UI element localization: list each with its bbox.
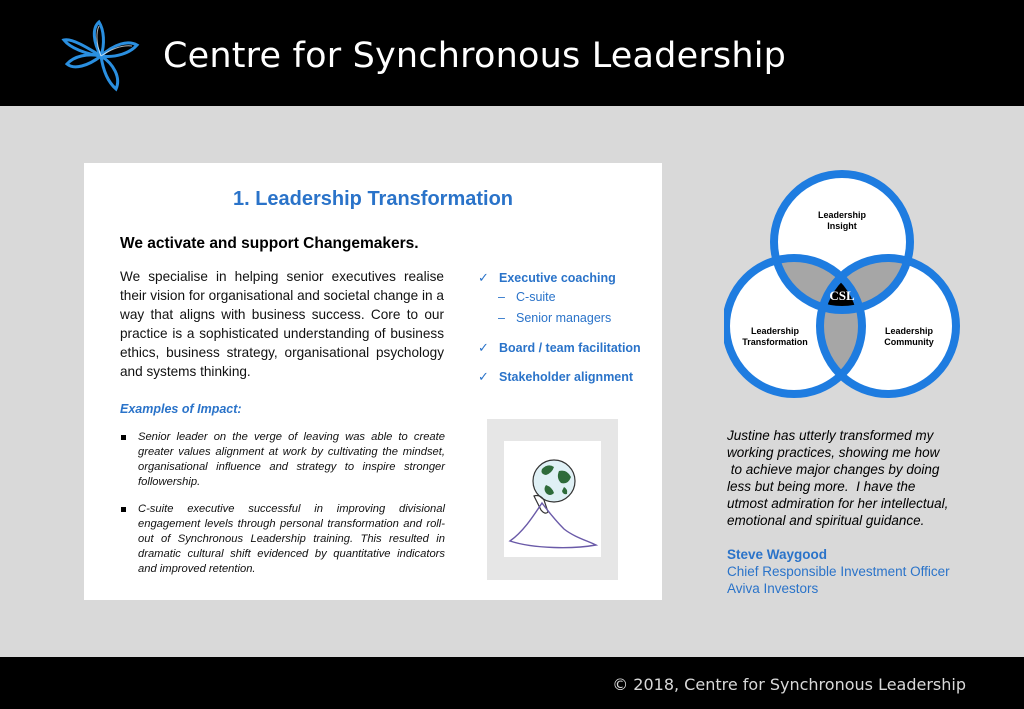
intro-paragraph: We specialise in helping senior executives realise their vision for organisational and societal change in a way that aligns with business success. Core to our practice is a sophisticated understanding of business ethics, business strategy, organisational psychology and systems thinking. <box>120 269 444 379</box>
quote-line: utmost admiration for her intellectual, <box>727 496 949 511</box>
impact-text: Senior leader on the verge of leaving was able to create greater values alignment at work by cultivating the mindset, organisational influence and strategy to inspire stronger followership. <box>138 431 445 488</box>
venn-diagram <box>724 170 960 402</box>
venn-label-community: Leadership Community <box>884 326 934 347</box>
globe-on-mountain-icon <box>504 441 601 557</box>
person-role: Chief Responsible Investment Officer <box>727 564 950 579</box>
testimonial-attribution <box>727 546 950 597</box>
illustration-frame <box>487 419 618 580</box>
impact-text: C-suite executive successful in improving divisional engagement levels through personal transformation and roll-out of Synchronous Leadership training. This resulted in dramatic cultural shift evidenced by quantitative indicators and improved retention. <box>138 503 445 575</box>
illustration <box>504 441 601 557</box>
quote-line: to achieve major changes by doing <box>727 462 940 477</box>
bullet-icon <box>121 507 126 512</box>
venn-label-transformation: Leadership Transformation <box>742 326 808 347</box>
section-title: 1. Leadership Transformation <box>232 188 514 210</box>
tagline: We activate and support Changemakers. <box>120 235 419 252</box>
flower-icon <box>58 18 144 94</box>
site-footer <box>0 657 1024 709</box>
service-subitem <box>478 290 658 311</box>
site-header <box>0 0 1024 106</box>
dash-icon: – <box>498 311 505 325</box>
impact-item <box>120 430 445 490</box>
venn-label-insight: Leadership Insight <box>817 210 866 231</box>
bullet-icon <box>121 435 126 440</box>
person-name: Steve Waygood <box>727 547 828 562</box>
checkmark-icon: ✓ <box>478 270 489 285</box>
subitem-label: Senior managers <box>516 311 612 325</box>
services-list <box>478 270 658 389</box>
impact-heading: Examples of Impact: <box>120 402 242 416</box>
dash-icon: – <box>498 290 505 304</box>
content-card <box>84 163 662 600</box>
site-title: Centre for Synchronous Leadership <box>163 36 787 76</box>
checkmark-icon: ✓ <box>478 369 489 384</box>
service-item <box>478 340 658 369</box>
subitem-label: C-suite <box>516 290 556 304</box>
quote-line: less but being more. I have the <box>727 479 916 494</box>
quote-line: Justine has utterly transformed my <box>727 428 934 443</box>
venn-svg <box>724 170 960 402</box>
checkmark-icon: ✓ <box>478 340 489 355</box>
copyright: © 2018, Centre for Synchronous Leadership <box>612 675 966 694</box>
center-label: CSL <box>829 288 855 303</box>
service-subitem <box>478 311 658 340</box>
service-label: Stakeholder alignment <box>499 370 634 384</box>
service-item <box>478 270 658 290</box>
quote-line: emotional and spiritual guidance. <box>727 513 925 528</box>
person-company: Aviva Investors <box>727 581 819 596</box>
service-label: Board / team facilitation <box>499 341 641 355</box>
service-label: Executive coaching <box>499 271 616 285</box>
impact-item <box>120 502 445 577</box>
quote-line: working practices, showing me how <box>727 445 940 460</box>
testimonial-quote <box>727 427 987 529</box>
impact-list <box>120 430 445 589</box>
service-item <box>478 369 658 389</box>
